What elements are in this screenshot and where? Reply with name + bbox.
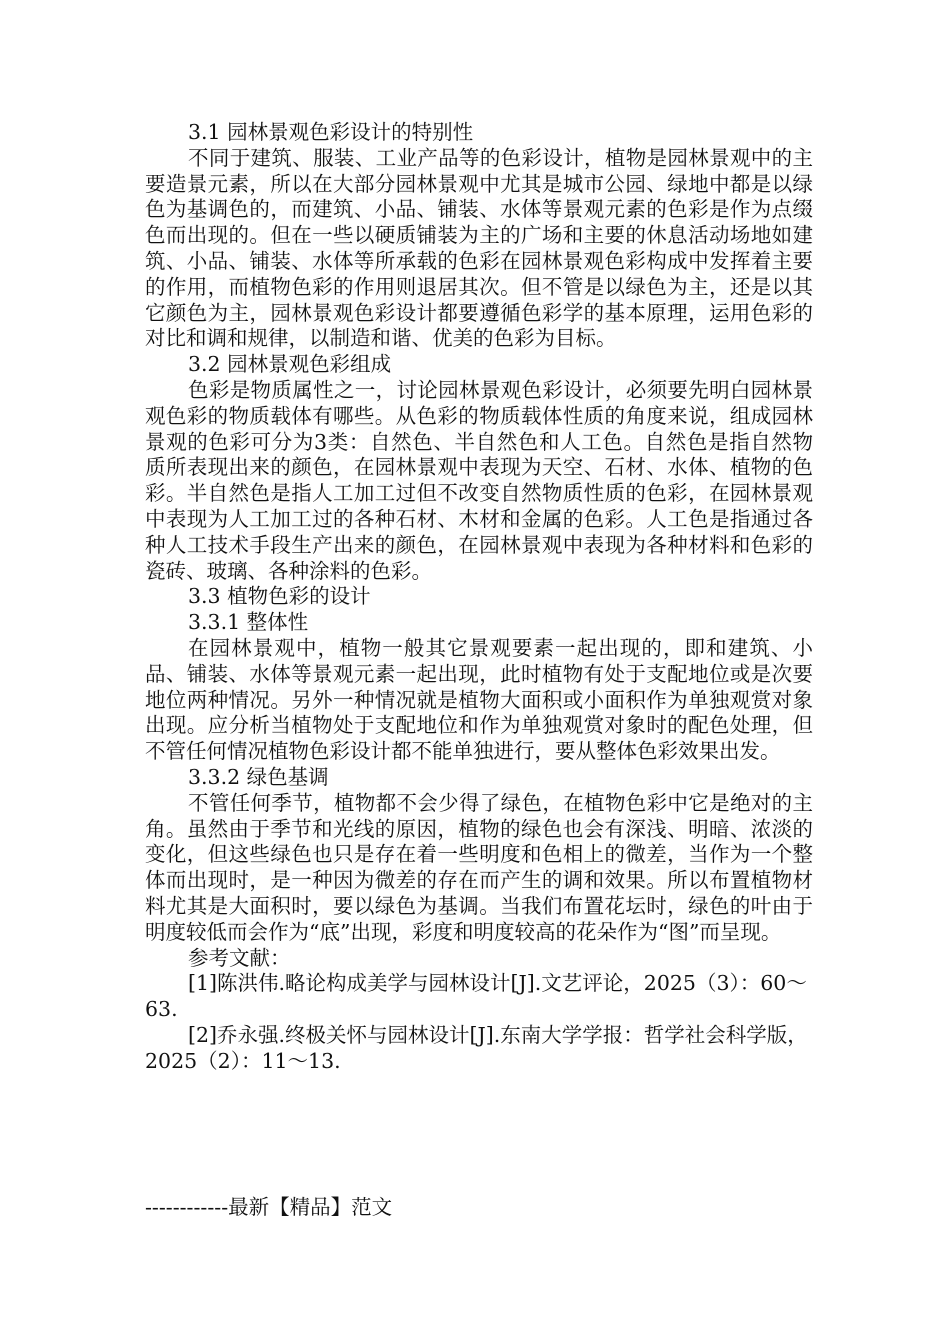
references-heading: 参考文献： (188, 945, 291, 970)
paragraph-3-1: 不同于建筑、服装、工业产品等的色彩设计，植物是园林景观中的主要造景元素，所以在大部分园林景观中尤其是城市公园、绿地中都是以绿色为基调色的，而建筑、小品、铺装、水体等景观元素的色彩是作为点缀色而出现的。但在一些以硬质铺装为主的广场和主要的休息活动场地如建筑、小品、铺装、水体等所承载的色彩在园林景观色彩构成中发挥着主要的作用，而植物色彩的作用则退居其次。但不管是以绿色为主，还是以其它颜色为主，园林景观色彩设计都要遵循色彩学的基本原理，运用色彩的对比和调和规律，以制造和谐、优美的色彩为目标。 (145, 145, 813, 351)
paragraph-3-2: 色彩是物质属性之一，讨论园林景观色彩设计，必须要先明白园林景观色彩的物质载体有哪些。从色彩的物质载体性质的角度来说，组成园林景观的色彩可分为3类：自然色、半自然色和人工色。自然色是指自然物质所表现出来的颜色，在园林景观中表现为天空、石材、水体、植物的色彩。半自然色是指人工加工过但不改变自然物质性质的色彩，在园林景观中表现为人工加工过的各种石材、木材和金属的色彩。人工色是指通过各种人工技术手段生产出来的颜色，在园林景观中表现为各种材料和色彩的瓷砖、玻璃、各种涂料的色彩。 (145, 377, 813, 583)
section-heading-3-2: 3.2 园林景观色彩组成 (188, 352, 392, 377)
reference-item-2: [2]乔永强.终极关怀与园林设计[J].东南大学学报：哲学社会科学版，2025（2）：11～13. (145, 1022, 808, 1073)
document-body (145, 120, 813, 1074)
section-heading-3-3-1: 3.3.1 整体性 (188, 610, 309, 635)
page-footer: ------------最新【精品】范文 (145, 1195, 393, 1219)
reference-item-1: [1]陈洪伟.略论构成美学与园林设计[J].文艺评论，2025（3）：60～63. (145, 971, 807, 1022)
section-heading-3-1: 3.1 园林景观色彩设计的特别性 (188, 120, 474, 144)
paragraph-3-3-2: 不管任何季节，植物都不会少得了绿色，在植物色彩中它是绝对的主角。虽然由于季节和光线的原因，植物的绿色也会有深浅、明暗、浓淡的变化，但这些绿色也只是存在着一些明度和色相上的微差，当作为一个整体而出现时，是一种因为微差的存在而产生的调和效果。所以布置植物材料尤其是大面积时，要以绿色为基调。当我们布置花坛时，绿色的叶由于明度较低而会作为“底”出现，彩度和明度较高的花朵作为“图”而呈现。 (145, 790, 813, 944)
paragraph-3-3-1: 在园林景观中，植物一般其它景观要素一起出现的，即和建筑、小品、铺装、水体等景观元素一起出现，此时植物有处于支配地位或是次要地位两种情况。另外一种情况就是植物大面积或小面积作为单独观赏对象出现。应分析当植物处于支配地位和作为单独观赏对象时的配色处理，但不管任何情况植物色彩设计都不能单独进行，要从整体色彩效果出发。 (145, 635, 813, 764)
section-heading-3-3-2: 3.3.2 绿色基调 (188, 764, 329, 789)
section-heading-3-3: 3.3 植物色彩的设计 (188, 584, 371, 609)
